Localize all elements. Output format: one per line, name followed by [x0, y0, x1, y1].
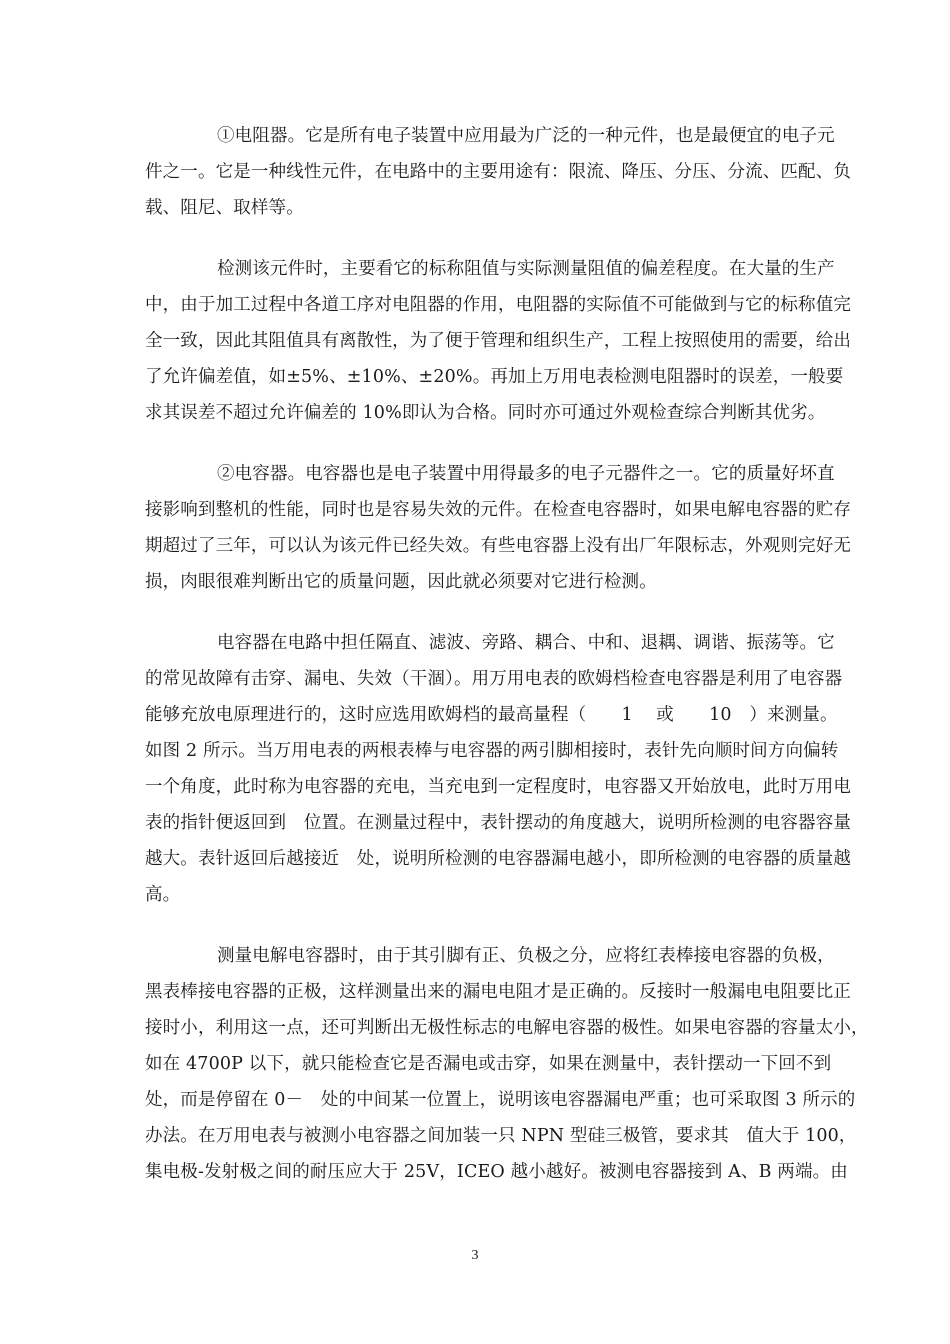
- paragraph-line: ①电阻器。它是所有电子装置中应用最为广泛的一种元件，也是最便宜的电子元: [217, 126, 835, 146]
- paragraph-line: 如在 4700P 以下，就只能检查它是否漏电或击穿，如果在测量中，表针摆动一下回不到: [145, 1054, 832, 1074]
- paragraph-line: ②电容器。电容器也是电子装置中用得最多的电子元器件之一。它的质量好坏直: [217, 464, 835, 484]
- paragraph-line: 如图 2 所示。当万用电表的两根表棒与电容器的两引脚相接时，表针先向顺时间方向偏转: [145, 741, 839, 761]
- paragraph-line: 检测该元件时，主要看它的标称阻值与实际测量阻值的偏差程度。在大量的生产: [217, 259, 835, 279]
- paragraph-line: 一个角度，此时称为电容器的充电，当充电到一定程度时，电容器又开始放电，此时万用电: [145, 777, 851, 797]
- paragraph-line: 损，肉眼很难判断出它的质量问题，因此就必须要对它进行检测。: [145, 572, 657, 592]
- paragraph-line: 能够充放电原理进行的，这时应选用欧姆档的最高量程（ 1 或 10 ）来测量。: [145, 705, 838, 725]
- paragraph-line: 件之一。它是一种线性元件，在电路中的主要用途有：限流、降压、分压、分流、匹配、负: [145, 162, 851, 182]
- paragraph-line: 高。: [145, 885, 181, 905]
- paragraph-line: 办法。在万用电表与被测小电容器之间加装一只 NPN 型硅三极管，要求其 值大于 100，: [145, 1126, 857, 1146]
- paragraph-line: 表的指针便返回到 位置。在测量过程中，表针摆动的角度越大，说明所检测的电容器容量: [145, 813, 851, 833]
- paragraph-line: 全一致，因此其阻值具有离散性，为了便于管理和组织生产，工程上按照使用的需要，给出: [145, 331, 851, 351]
- paragraph-line: 接影响到整机的性能，同时也是容易失效的元件。在检查电容器时，如果电解电容器的贮存: [145, 500, 851, 520]
- paragraph-line: 载、阻尼、取样等。: [145, 198, 304, 218]
- paragraph-line: 期超过了三年，可以认为该元件已经失效。有些电容器上没有出厂年限标志，外观则完好无: [145, 536, 851, 556]
- paragraph-line: 了允许偏差值，如±5%、±10%、±20%。再加上万用电表检测电阻器时的误差，一般要: [145, 367, 844, 387]
- paragraph-line: 求其误差不超过允许偏差的 10%即认为合格。同时亦可通过外观检查综合判断其优劣。: [145, 403, 826, 423]
- paragraph-line: 电容器在电路中担任隔直、滤波、旁路、耦合、中和、退耦、调谐、振荡等。它: [217, 633, 835, 653]
- paragraph-line: 测量电解电容器时，由于其引脚有正、负极之分，应将红表棒接电容器的负极，: [217, 946, 835, 966]
- paragraph-line: 的常见故障有击穿、漏电、失效（干涸）。用万用电表的欧姆档检查电容器是利用了电容器: [145, 669, 843, 689]
- paragraph-line: 集电极-发射极之间的耐压应大于 25V，ICEO 越小越好。被测电容器接到 A、B 两端。由: [145, 1162, 848, 1182]
- paragraph-line: 黑表棒接电容器的正极，这样测量出来的漏电电阻才是正确的。反接时一般漏电电阻要比正: [145, 982, 851, 1002]
- paragraph-line: 接时小，利用这一点，还可判断出无极性标志的电解电容器的极性。如果电容器的容量太小，: [145, 1018, 869, 1038]
- paragraph-line: 越大。表针返回后越接近 处，说明所检测的电容器漏电越小，即所检测的电容器的质量越: [145, 849, 851, 869]
- paragraph-line: 处，而是停留在 0－ 处的中间某一位置上，说明该电容器漏电严重；也可采取图 3 所示的: [145, 1090, 856, 1110]
- page-number: 3: [471, 1248, 479, 1263]
- paragraph-line: 中，由于加工过程中各道工序对电阻器的作用，电阻器的实际值不可能做到与它的标称值完: [145, 295, 851, 315]
